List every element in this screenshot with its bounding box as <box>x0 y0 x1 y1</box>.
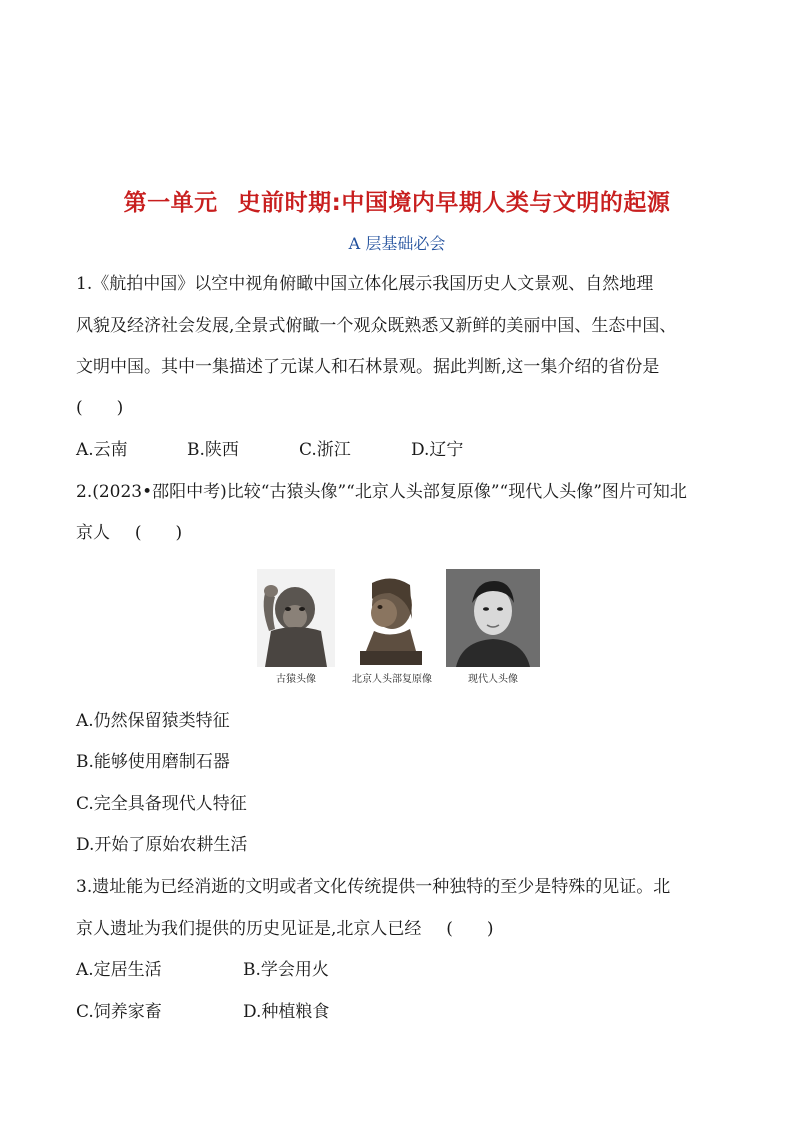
q3-option-a[interactable]: A.定居生活 <box>76 960 162 980</box>
q1-line-2: 风貌及经济社会发展,全景式俯瞰一个观众既熟悉又新鲜的美丽中国、生态中国、 <box>76 316 677 336</box>
peking-man-bust-image <box>350 569 432 667</box>
q1-option-d[interactable]: D.辽宁 <box>411 440 464 460</box>
caption-modern-man: 现代人头像 <box>468 674 518 685</box>
q2-option-c[interactable]: C.完全具备现代人特征 <box>76 794 247 814</box>
q2-line-2-text: 京人 <box>76 523 110 543</box>
q2-option-b[interactable]: B.能够使用磨制石器 <box>76 752 230 772</box>
q3-answer-blank: ( ) <box>446 919 494 939</box>
q2-option-a[interactable]: A.仍然保留猿类特征 <box>76 711 230 731</box>
comparison-figure <box>257 569 541 689</box>
q1-line-3: 文明中国。其中一集描述了元谋人和石林景观。据此判断,这一集介绍的省份是 <box>76 357 660 377</box>
unit-title: 史前时期:中国境内早期人类与文明的起源 <box>237 190 671 216</box>
q1-line-1: 1.《航拍中国》以空中视角俯瞰中国立体化展示我国历史人文景观、自然地理 <box>76 274 654 294</box>
modern-man-photo-image <box>446 569 540 667</box>
q2-line-2 <box>76 522 182 544</box>
q2-line-1: 2.(2023•邵阳中考)比较“古猿头像”“北京人头部复原像”“现代人头像”图片可知北 <box>76 482 687 502</box>
q3-line-2 <box>76 918 493 940</box>
q1-answer-blank: ( ) <box>76 398 124 418</box>
q1-option-a[interactable]: A.云南 <box>76 440 128 460</box>
q2-answer-blank: ( ) <box>134 523 183 543</box>
q1-option-c[interactable]: C.浙江 <box>299 440 351 460</box>
caption-peking-man: 北京人头部复原像 <box>352 674 432 685</box>
q3-option-c[interactable]: C.饲养家畜 <box>76 1002 162 1022</box>
page-title <box>0 184 794 217</box>
unit-label: 第一单元 <box>123 190 218 216</box>
q2-option-d[interactable]: D.开始了原始农耕生活 <box>76 835 248 855</box>
level-subtitle: A 层基础必会 <box>348 234 446 253</box>
q3-option-b[interactable]: B.学会用火 <box>243 960 329 980</box>
caption-ape-head: 古猿头像 <box>276 674 316 685</box>
q3-line-1: 3.遗址能为已经消逝的文明或者文化传统提供一种独特的至少是特殊的见证。北 <box>76 877 671 897</box>
q3-option-d[interactable]: D.种植粮食 <box>243 1002 330 1022</box>
q1-option-b[interactable]: B.陕西 <box>187 440 239 460</box>
ape-head-image <box>257 569 335 667</box>
q3-line-2-text: 京人遗址为我们提供的历史见证是,北京人已经 <box>76 919 422 939</box>
